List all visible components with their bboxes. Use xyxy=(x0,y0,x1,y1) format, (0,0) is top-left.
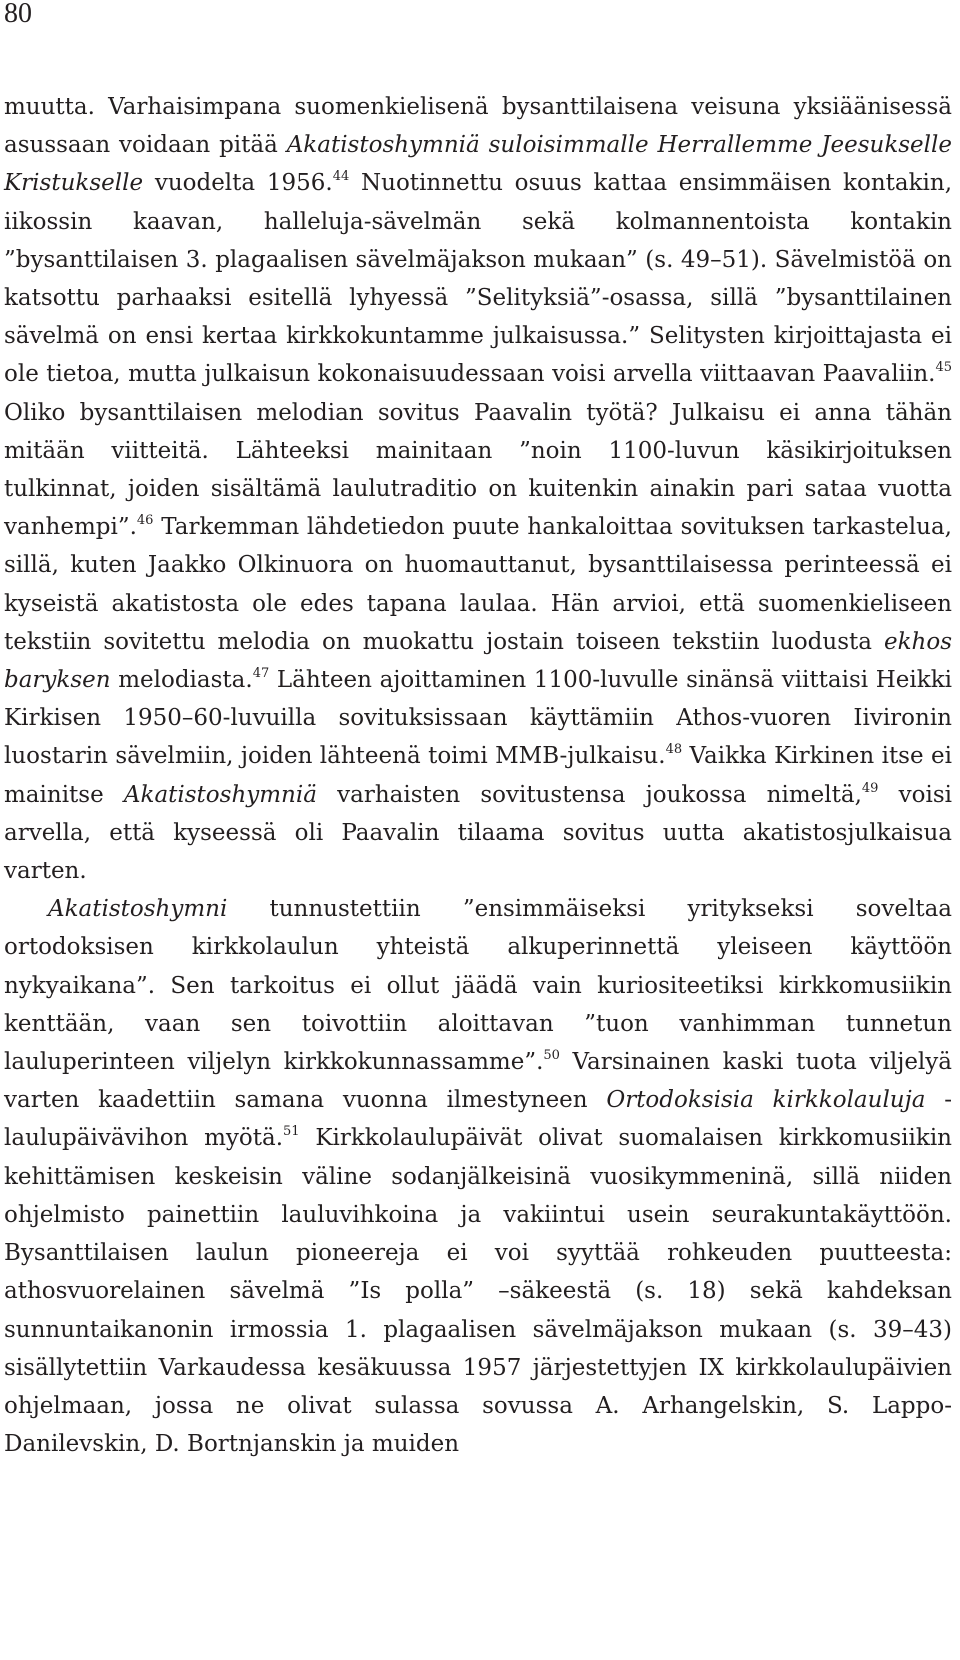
footnote-ref: 47 xyxy=(252,666,270,682)
footnote-ref: 45 xyxy=(935,360,952,376)
paragraph xyxy=(4,88,952,890)
footnote-ref: 48 xyxy=(665,742,683,758)
footnote-ref: 46 xyxy=(136,513,154,529)
text-run: melodiasta. xyxy=(110,667,253,694)
page-number: 80 xyxy=(4,0,32,29)
text-run: voisi arvella, että kyseessä oli Paavalin tilaama sovitus uutta akatistosjulkaisua varten. xyxy=(4,781,952,885)
italic-title: ekhos baryksen xyxy=(4,628,952,694)
italic-title: Ortodoksisia kirkkolauluja xyxy=(606,1087,926,1114)
text-run: tunnustettiin ”ensimmäiseksi yritykseksi soveltaa ortodoksisen kirkkolaulun yhteistä alkuperinnettä yleiseen käyttöön nykyaikana”. Sen tarkoitus ei ollut jäädä vain kuriositeetiksi kirkkomusiikin kenttään, vaan sen toivottiin aloittavan ”tuon vanhimman tunnetun lauluperinteen viljelyn kirkkokunnassamme”. xyxy=(4,896,952,1076)
text-run: vuodelta 1956. xyxy=(143,170,333,197)
italic-title: Akatistoshymni xyxy=(48,896,228,923)
text-run: muutta. Varhaisimpana suomenkielisenä bysanttilaisena veisuna yksiäänisessä asussaan voidaan pitää xyxy=(4,94,952,159)
text-run: Kirkkolaulupäivät olivat suomalaisen kirkkomusiikin kehittämisen keskeisin väline sodanjälkeisinä vuosikymmeninä, sillä niiden ohjelmisto painettiin lauluvihkoina ja vakiintui usein seurakuntakäyttöön. Bysanttilaisen laulun pioneereja ei voi syyttää rohkeuden puutteesta: athosvuorelainen sävelmä ”Is polla” –säkeestä (s. 18) sekä kahdeksan sunnuntaikanonin irmossia 1. plagaalisen sävelmäjakson mukaan (s. 39–43) sisällytettiin Varkaudessa kesäkuussa 1957 järjestettyjen IX kirkkolaulupäivien ohjelmaan, jossa ne olivat sulassa sovussa A. Arhangelskin, S. Lappo-Danilevskin, D. Bortnjanskin ja muiden xyxy=(4,1125,952,1458)
text-run: Tarkemman lähdetiedon puute hankaloittaa sovituksen tarkastelua, sillä, kuten Jaakko Olkinuora on huomauttanut, bysanttilaisessa perinteessä ei kyseistä akatistosta ole edes tapana laulaa. Hän arvioi, että suomenkieliseen tekstiin sovitettu melodia on muokattu jostain toiseen tekstiin luodusta xyxy=(4,514,952,655)
footnote-ref: 51 xyxy=(283,1124,300,1140)
text-run: Oliko bysanttilaisen melodian sovitus Paavalin työtä? Julkaisu ei anna tähän mitään viitteitä. Lähteeksi mainitaan ”noin 1100-luvun käsikirjoituksen tulkinnat, joiden sisältämä laulutraditio on kuitenkin ainakin pari sataa vuotta vanhempi”. xyxy=(4,399,952,541)
footnote-ref: 50 xyxy=(543,1048,560,1064)
text-run: Vaikka Kirkinen itse ei mainitse xyxy=(4,743,952,808)
text-run: -laulupäivävihon myötä. xyxy=(4,1087,952,1152)
paragraph xyxy=(4,890,952,1463)
text-run: Nuotinnettu osuus kattaa ensimmäisen kontakin, iikossin kaavan, halleluja-sävelmän sekä kolmannentoista kontakin ”bysanttilaisen 3. plagaalisen sävelmäjakson mukaan” (s. 49–51). Sävelmistöä on katsottu parhaaksi esitellä lyhyessä ”Selityksiä”-osassa, sillä ”bysanttilainen sävelmä on ensi kertaa kirkkokuntamme julkaisussa.” Selitysten kirjoittajasta ei ole tietoa, mutta julkaisun kokonaisuudessaan voisi arvella viittaavan Paavaliin. xyxy=(4,170,953,388)
text-run: Lähteen ajoittaminen 1100-luvulle sinänsä viittaisi Heikki Kirkisen 1950–60-luvuilla sovituksissaan käyttämiin Athos-vuoren Iivironin luostarin sävelmiin, joiden lähteenä toimi MMB-julkaisu. xyxy=(4,667,952,770)
footnote-ref: 49 xyxy=(861,780,879,796)
footnote-ref: 44 xyxy=(332,169,350,185)
text-run: varhaisten sovitustensa joukossa nimeltä, xyxy=(316,781,862,808)
italic-title: Akatistoshymniä suloisimmalle Herrallemme Jeesukselle Kristukselle xyxy=(4,132,952,197)
text-run: Varsinainen kaski tuota viljelyä varten kaadettiin samana vuonna ilmestyneen xyxy=(4,1049,952,1114)
body-text xyxy=(4,88,952,1463)
italic-title: Akatistoshymniä xyxy=(123,781,317,808)
